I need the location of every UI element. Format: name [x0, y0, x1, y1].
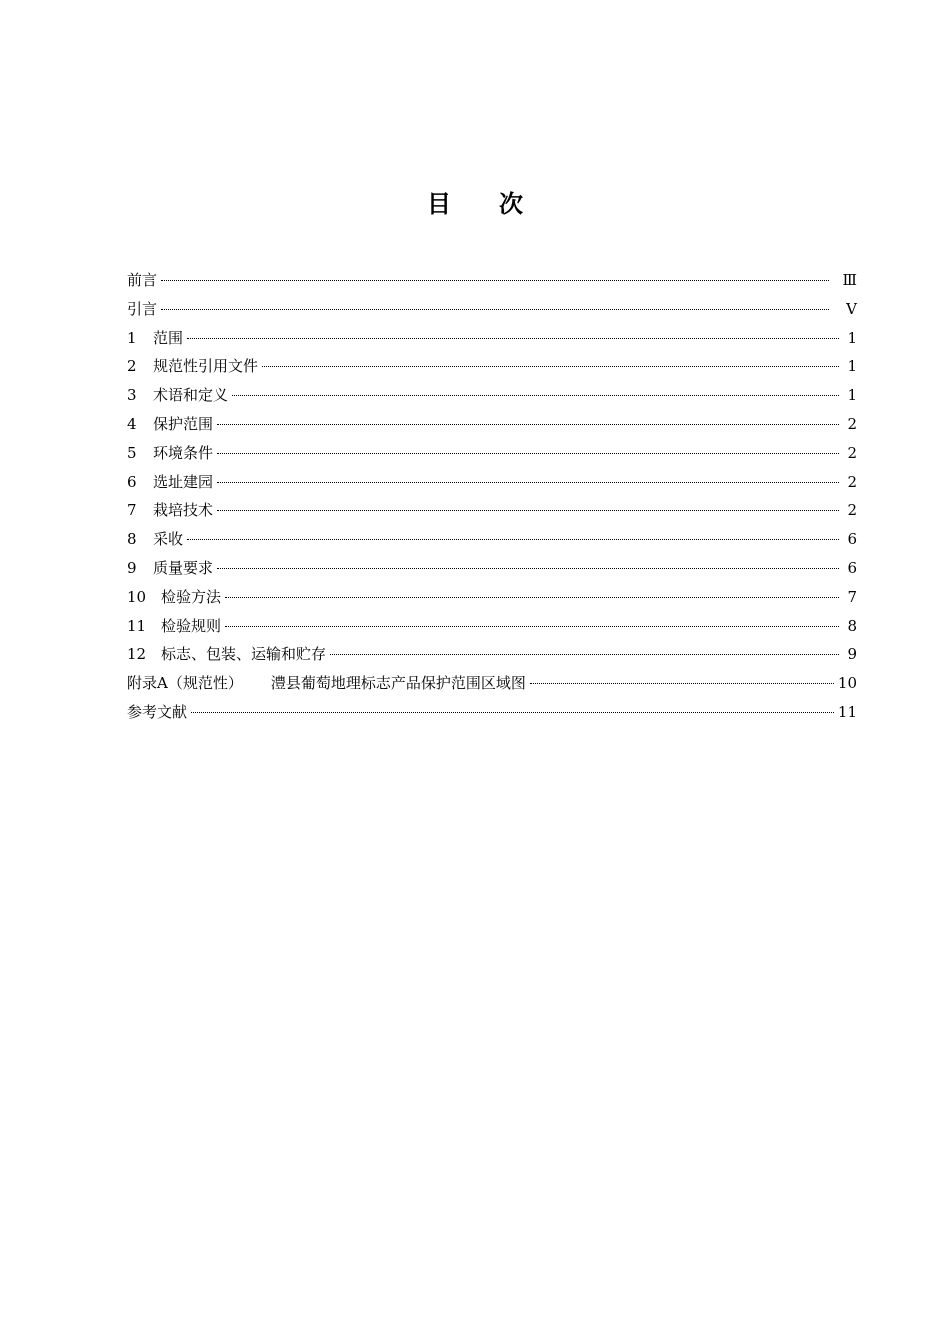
toc-leader-dots [191, 712, 834, 713]
toc-entry-harvest[interactable] [127, 525, 857, 554]
toc-entry-number: 9 [127, 558, 137, 577]
toc-page-number: 2 [847, 443, 857, 462]
toc-entry-introduction[interactable] [127, 295, 857, 324]
toc-leader-dots [330, 654, 839, 655]
page-title-char-1: 目 [427, 190, 451, 218]
toc-entry-bibliography[interactable] [127, 698, 857, 727]
toc-leader-dots [217, 510, 839, 511]
toc-page-number: 7 [847, 587, 857, 606]
table-of-contents [127, 266, 857, 727]
toc-entry-test-methods[interactable] [127, 583, 857, 612]
toc-entry-number: 5 [127, 443, 137, 462]
toc-leader-dots [232, 395, 839, 396]
toc-page-number: 11 [837, 702, 857, 721]
toc-page-number: Ⅴ [846, 299, 857, 318]
toc-entry-site-selection[interactable] [127, 468, 857, 497]
toc-entry-inspection-rules[interactable] [127, 612, 857, 641]
toc-entry-label: 参考文献 [127, 702, 188, 721]
toc-leader-dots [217, 482, 839, 483]
toc-entry-label: 引言 [127, 299, 158, 318]
toc-entry-label: 保护范围 [153, 414, 214, 433]
toc-entry-label: 范围 [153, 328, 184, 347]
toc-page-number: 8 [847, 616, 857, 635]
toc-entry-number: 3 [127, 386, 137, 405]
toc-leader-dots [187, 539, 839, 540]
toc-page-number: 10 [837, 674, 857, 693]
toc-entry-label: 栽培技术 [153, 501, 214, 520]
toc-entry-label: 选址建园 [153, 472, 214, 491]
toc-entry-number: 10 [127, 587, 147, 606]
toc-entry-label: 前言 [127, 271, 158, 289]
toc-entry-label: 检验规则 [161, 616, 222, 635]
toc-entry-environment[interactable] [127, 439, 857, 468]
toc-entry-label: 术语和定义 [153, 386, 229, 405]
toc-page-number: 1 [847, 386, 857, 405]
page-title [0, 184, 950, 224]
toc-entry-scope[interactable] [127, 324, 857, 353]
toc-entry-label: 环境条件 [153, 443, 214, 462]
toc-entry-label: 检验方法 [161, 587, 222, 606]
toc-leader-dots [225, 626, 839, 627]
toc-entry-number: 4 [127, 414, 137, 433]
toc-entry-foreword[interactable] [127, 266, 857, 295]
toc-leader-dots [217, 453, 839, 454]
toc-leader-dots [161, 280, 829, 281]
toc-entry-number: 2 [127, 357, 137, 376]
toc-leader-dots [217, 424, 839, 425]
toc-leader-dots [161, 309, 829, 310]
toc-entry-cultivation[interactable] [127, 496, 857, 525]
toc-entry-protection-scope[interactable] [127, 410, 857, 439]
toc-entry-label: 采收 [153, 530, 184, 549]
toc-leader-dots [262, 366, 839, 367]
toc-page-number: 6 [847, 558, 857, 577]
toc-entry-terms-definitions[interactable] [127, 381, 857, 410]
toc-appendix-prefix: 附录A（规范性） [127, 674, 243, 693]
toc-entry-quality-requirements[interactable] [127, 554, 857, 583]
toc-leader-dots [217, 568, 839, 569]
toc-page-number: 2 [847, 414, 857, 433]
toc-entry-number: 12 [127, 645, 147, 664]
toc-page-number: 1 [847, 357, 857, 376]
toc-entry-number: 1 [127, 328, 137, 347]
toc-entry-label: 标志、包装、运输和贮存 [161, 645, 327, 664]
toc-page-number: 6 [847, 530, 857, 549]
toc-entry-number: 11 [127, 616, 147, 635]
toc-page-number: 1 [847, 328, 857, 347]
toc-entry-number: 8 [127, 530, 137, 549]
toc-leader-dots [187, 338, 839, 339]
page-title-char-2: 次 [499, 190, 523, 218]
toc-page-number: 2 [847, 472, 857, 491]
toc-leader-dots [530, 683, 834, 684]
toc-entry-label: 质量要求 [153, 558, 214, 577]
toc-entry-normative-references[interactable] [127, 352, 857, 381]
toc-entry-number: 6 [127, 472, 137, 491]
toc-page-number: Ⅲ [842, 271, 857, 289]
toc-entry-appendix-a[interactable] [127, 669, 857, 698]
toc-leader-dots [225, 597, 839, 598]
toc-page-number: 2 [847, 501, 857, 520]
toc-entry-marking-packaging[interactable] [127, 640, 857, 669]
toc-entry-label: 规范性引用文件 [153, 357, 259, 376]
toc-page-number: 9 [847, 645, 857, 664]
toc-entry-label: 澧县葡萄地理标志产品保护范围区域图 [270, 674, 526, 693]
toc-entry-number: 7 [127, 501, 137, 520]
